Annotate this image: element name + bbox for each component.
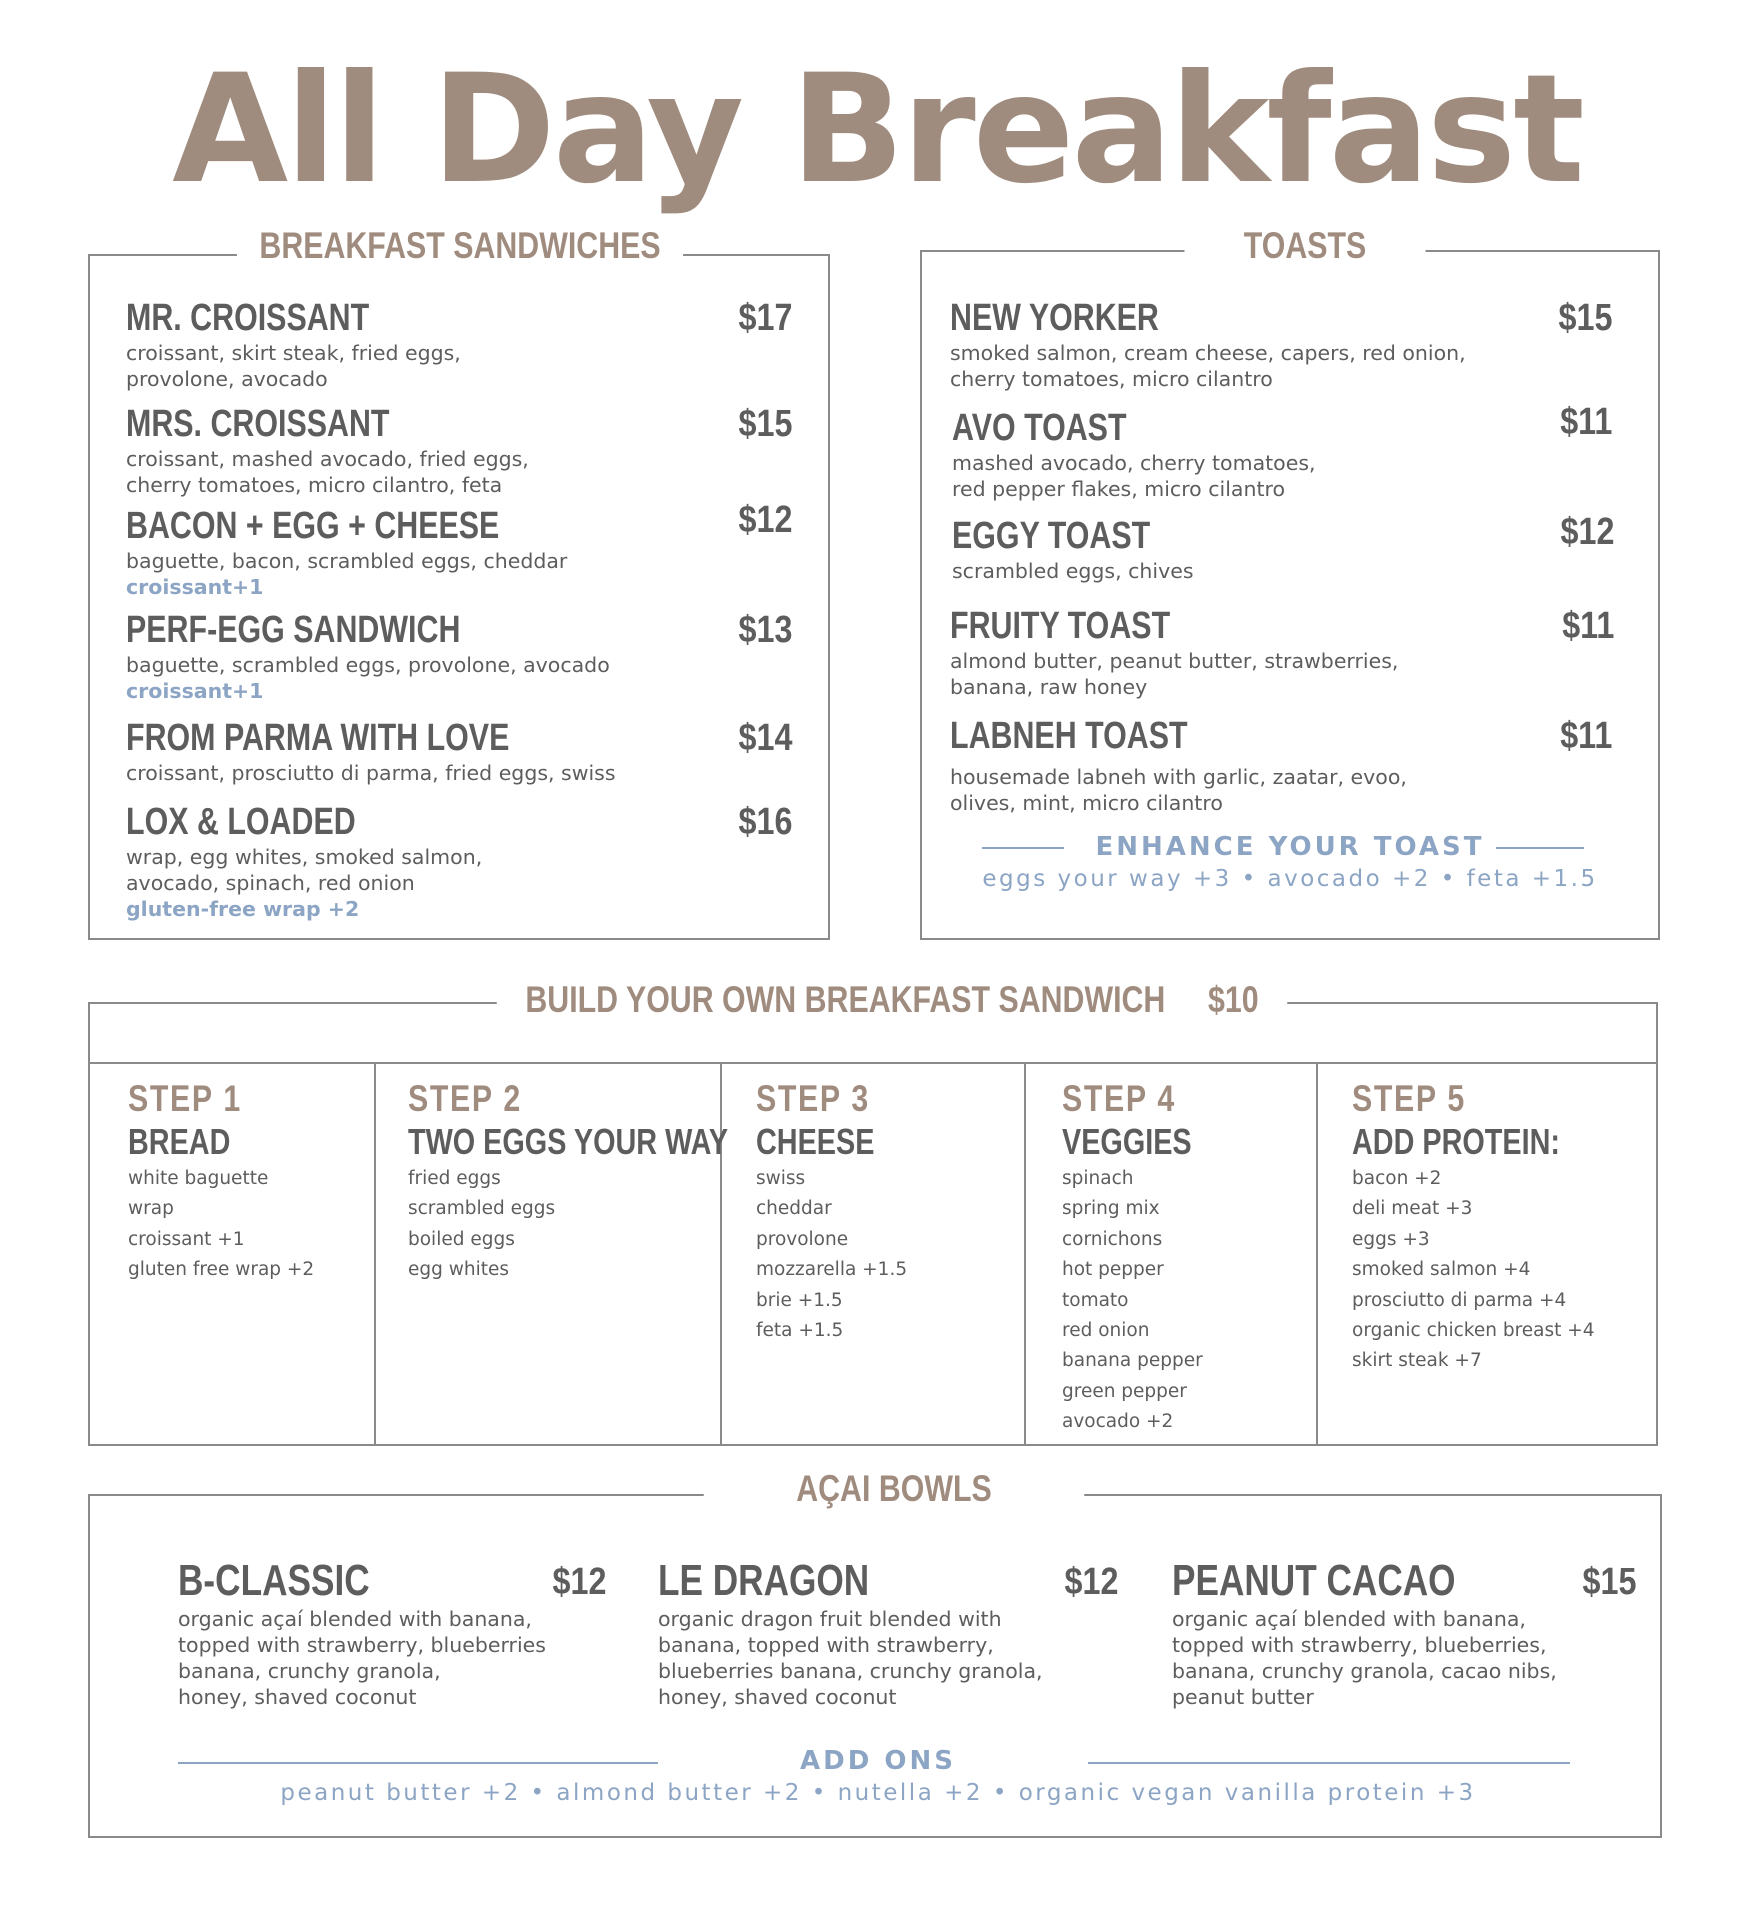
step-option: green pepper (1062, 1380, 1187, 1402)
step-option: cheddar (756, 1198, 832, 1220)
menu-item (952, 401, 1612, 502)
step-divider (374, 1062, 376, 1444)
item-price: $15 (1558, 297, 1612, 339)
acai-item (1172, 1556, 1636, 1710)
item-name: EGGY TOAST (952, 515, 1151, 557)
step-option: white baguette (128, 1168, 269, 1189)
menu-item (950, 296, 1612, 392)
step-option: bacon +2 (1352, 1168, 1442, 1189)
step-option: egg whites (408, 1259, 510, 1281)
item-name: NEW YORKER (950, 297, 1159, 339)
menu-title: All Day Breakfast (172, 43, 1582, 217)
item-name: MR. CROISSANT (126, 297, 370, 339)
step-option: fried eggs (408, 1168, 501, 1189)
menu-item (952, 511, 1614, 584)
item-description: almond butter, peanut butter, strawberries, banana, raw honey (950, 649, 1399, 699)
item-description: croissant, skirt steak, fried eggs, provolone, avocado (126, 341, 461, 391)
step-number: STEP 2 (408, 1078, 522, 1119)
item-price: $15 (1582, 1561, 1636, 1603)
menu-item (126, 716, 792, 786)
item-description: baguette, bacon, scrambled eggs, cheddar (126, 549, 568, 573)
build-your-own-price: $10 (1207, 979, 1259, 1020)
step-number: STEP 4 (1062, 1078, 1176, 1119)
item-description: croissant, mashed avocado, fried eggs, cherry tomatoes, micro cilantro, feta (126, 447, 529, 497)
item-name: LABNEH TOAST (950, 715, 1188, 757)
step-option: spinach (1062, 1168, 1134, 1189)
step-option: mozzarella +1.5 (756, 1259, 908, 1281)
step-option: croissant +1 (128, 1228, 245, 1250)
step-option: brie +1.5 (756, 1289, 843, 1311)
step-option: prosciutto di parma +4 (1352, 1289, 1567, 1311)
add-ons-options: peanut butter +2 • almond butter +2 • nutella +2 • organic vegan vanilla protein +3 (280, 1780, 1476, 1806)
step-option: tomato (1062, 1289, 1129, 1311)
step-option: smoked salmon +4 (1352, 1259, 1531, 1281)
menu-item (126, 402, 792, 498)
item-description: organic dragon fruit blended with banana, topped with strawberry, blueberries banana, crunchy granola, honey, shaved coconut (658, 1607, 1043, 1709)
menu-item (126, 499, 792, 600)
item-name: B-CLASSIC (178, 1556, 370, 1605)
step-divider (1024, 1062, 1026, 1444)
step-option: wrap (128, 1198, 174, 1220)
item-price: $15 (738, 403, 792, 445)
acai-item (658, 1556, 1118, 1710)
acai-item (178, 1556, 606, 1710)
step-title: VEGGIES (1062, 1121, 1192, 1162)
item-price: $11 (1561, 605, 1614, 647)
step-eggs (408, 1078, 808, 1286)
step-title: TWO EGGS YOUR WAY (408, 1121, 729, 1162)
step-option: spring mix (1062, 1198, 1160, 1220)
item-name: PEANUT CACAO (1172, 1556, 1456, 1605)
item-price: $11 (1559, 401, 1612, 443)
menu-item (950, 604, 1614, 700)
step-option: scrambled eggs (408, 1198, 556, 1220)
step-title: BREAD (128, 1121, 231, 1162)
step-option: organic chicken breast +4 (1352, 1320, 1595, 1342)
menu-item (126, 608, 792, 704)
item-upgrade: croissant+1 (126, 679, 264, 703)
item-description: scrambled eggs, chives (952, 559, 1194, 583)
build-your-own-heading: BUILD YOUR OWN BREAKFAST SANDWICH (525, 979, 1166, 1020)
item-description: mashed avocado, cherry tomatoes, red pepper flakes, micro cilantro (952, 451, 1316, 501)
menu-item (126, 296, 792, 392)
menu-item (126, 800, 792, 922)
item-name: MRS. CROISSANT (126, 403, 390, 445)
item-description: baguette, scrambled eggs, provolone, avocado (126, 653, 610, 677)
item-description: organic açaí blended with banana, topped with strawberry, blueberries banana, crunchy granola, honey, shaved coconut (178, 1607, 546, 1709)
step-title: CHEESE (756, 1121, 875, 1162)
step-option: provolone (756, 1228, 849, 1250)
item-name: FROM PARMA WITH LOVE (126, 717, 510, 759)
item-price: $17 (738, 297, 792, 339)
item-price: $11 (1559, 715, 1612, 757)
step-option: deli meat +3 (1352, 1198, 1473, 1220)
item-description: smoked salmon, cream cheese, capers, red onion, cherry tomatoes, micro cilantro (950, 341, 1466, 391)
breakfast-sandwiches-title: BREAKFAST SANDWICHES (237, 224, 683, 268)
build-your-own-header-divider (88, 1062, 1656, 1064)
item-description: wrap, egg whites, smoked salmon, avocado, spinach, red onion (126, 845, 483, 895)
acai-bowls-title: AÇAI BOWLS (704, 1467, 1084, 1511)
step-option: cornichons (1062, 1228, 1163, 1250)
item-name: AVO TOAST (952, 407, 1127, 449)
step-option: eggs +3 (1352, 1228, 1430, 1250)
item-price: $12 (1560, 511, 1614, 553)
step-divider (1316, 1062, 1318, 1444)
item-price: $16 (738, 801, 792, 843)
step-option: avocado +2 (1062, 1411, 1174, 1433)
item-name: FRUITY TOAST (950, 605, 1171, 647)
step-option: feta +1.5 (756, 1320, 844, 1342)
step-option: banana pepper (1062, 1350, 1203, 1372)
item-description: croissant, prosciutto di parma, fried eggs, swiss (126, 761, 616, 785)
build-your-own-title (497, 978, 1287, 1022)
item-price: $13 (738, 609, 792, 651)
enhance-title: ENHANCE YOUR TOAST (1095, 832, 1485, 862)
item-upgrade: croissant+1 (126, 575, 264, 599)
step-option: skirt steak +7 (1352, 1350, 1482, 1372)
add-ons-title: ADD ONS (800, 1746, 956, 1776)
step-bread (128, 1078, 314, 1286)
step-veggies (1062, 1078, 1224, 1438)
step-option: gluten free wrap +2 (128, 1259, 315, 1281)
step-number: STEP 5 (1352, 1078, 1466, 1119)
step-option: swiss (756, 1168, 806, 1189)
step-option: boiled eggs (408, 1228, 515, 1250)
item-price: $14 (738, 717, 792, 759)
item-description: organic açaí blended with banana, topped with strawberry, blueberries, banana, crunchy granola, cacao nibs, peanut butter (1172, 1607, 1557, 1709)
item-name: PERF-EGG SANDWICH (126, 609, 461, 651)
item-description: housemade labneh with garlic, zaatar, evoo, olives, mint, micro cilantro (950, 765, 1407, 815)
item-upgrade: gluten-free wrap +2 (126, 897, 360, 921)
toasts-title: TOASTS (1184, 224, 1425, 268)
menu-item (950, 714, 1612, 816)
enhance-options: eggs your way +3 • avocado +2 • feta +1.5 (982, 866, 1598, 892)
step-option: hot pepper (1062, 1259, 1164, 1281)
step-option: red onion (1062, 1320, 1150, 1342)
item-name: LOX & LOADED (126, 801, 356, 843)
step-cheese (756, 1078, 907, 1346)
step-number: STEP 1 (128, 1078, 242, 1119)
item-name: BACON + EGG + CHEESE (126, 505, 500, 547)
item-name: LE DRAGON (658, 1556, 870, 1605)
step-number: STEP 3 (756, 1078, 870, 1119)
item-price: $12 (1064, 1561, 1118, 1603)
add-ons (88, 1745, 1668, 1809)
item-price: $12 (738, 499, 792, 541)
step-protein (1352, 1078, 1612, 1377)
enhance-your-toast (920, 831, 1660, 895)
step-title: ADD PROTEIN: (1352, 1121, 1560, 1162)
item-price: $12 (552, 1561, 606, 1603)
